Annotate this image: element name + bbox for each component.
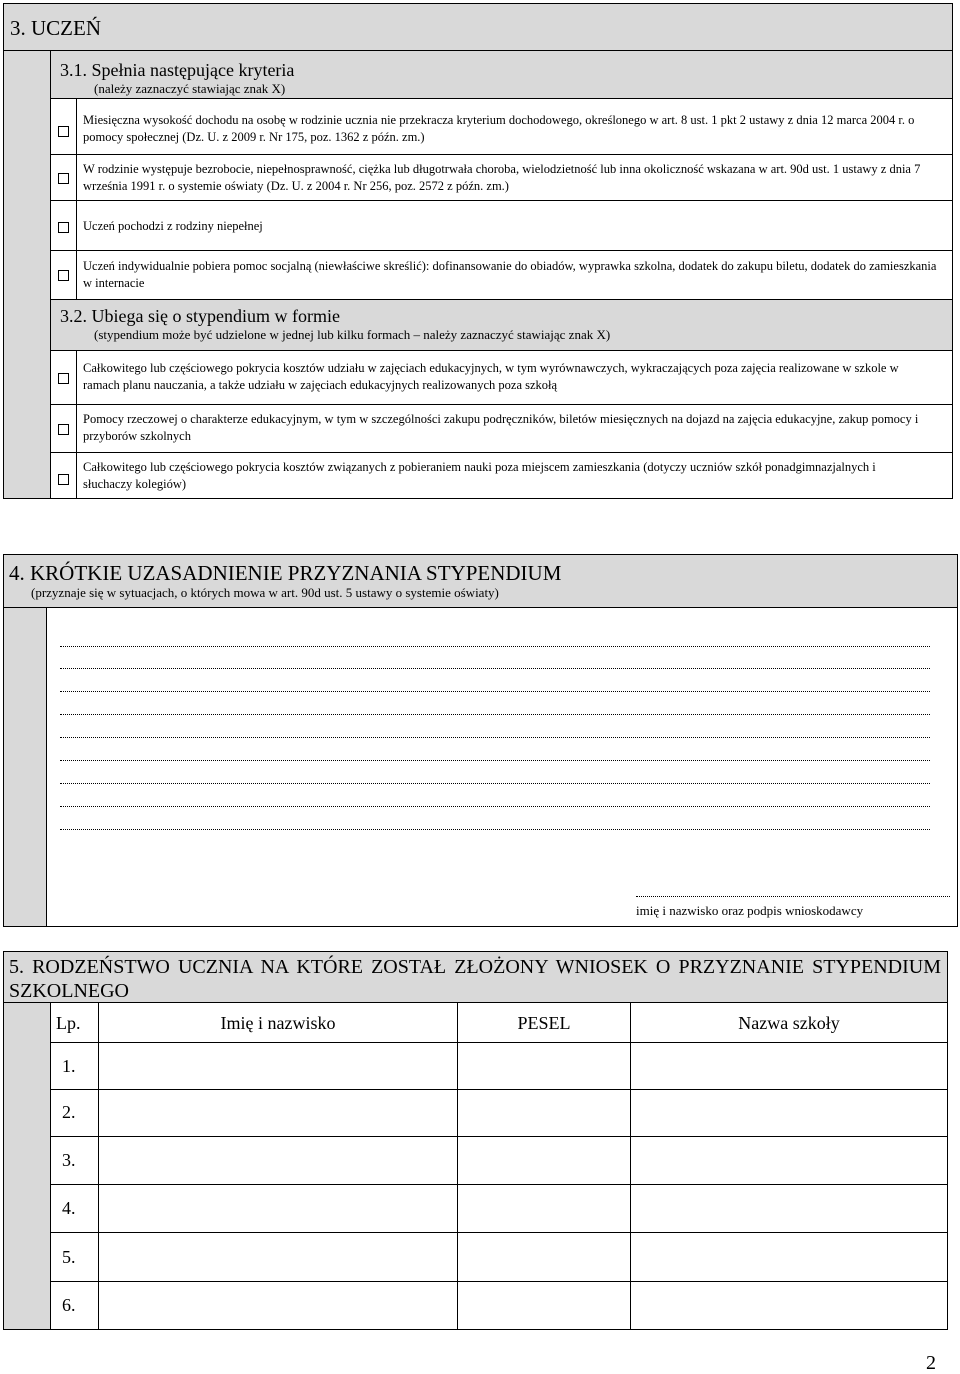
sub32-title: 3.2. Ubiega się o stypendium w formie xyxy=(60,306,340,326)
criterion-4-checkbox[interactable] xyxy=(58,270,69,281)
section3-header xyxy=(4,4,952,51)
sub31-title: 3.1. Spełnia następujące kryteria xyxy=(60,60,295,80)
form-1-checkbox[interactable] xyxy=(58,373,69,384)
col-pesel-header: PESEL xyxy=(517,1013,571,1033)
criterion-1-text: Miesięczna wysokość dochodu na osobę w rodzinie ucznia nie przekracza kryterium dochodowego, określonego w art. 8 ust. 1 pkt 2 ustawy z dnia 12 marca 2004 r. o pomocy społecznej (Dz. U. z 2009 r. Nr 175, poz. 1362 z późn. zm.) xyxy=(83,113,915,144)
signature-label: imię i nazwisko oraz podpis wnioskodawcy xyxy=(636,903,864,918)
section4-left-band xyxy=(4,608,46,926)
section3-title: 3. UCZEŃ xyxy=(10,16,101,40)
section4-frame xyxy=(3,554,958,927)
table-row: 1. xyxy=(62,1056,76,1076)
criterion-2-checkbox[interactable] xyxy=(58,173,69,184)
col-lp-header: Lp. xyxy=(56,1013,81,1033)
table-row: 3. xyxy=(62,1150,76,1170)
section3-left-band xyxy=(4,51,51,498)
sub32-note: (stypendium może być udzielone w jednej lub kilku formach – należy zaznaczyć stawiając znak X) xyxy=(94,327,611,342)
form-1-text: Całkowitego lub częściowego pokrycia kosztów udziału w zajęciach edukacyjnych, w tym wyrównawczych, wykraczających poza zajęcia realizowane w szkole w ramach planu nauczania, a także udziału w zajęciach edukacyjnych realizowanych poza szkołą xyxy=(83,361,899,392)
table-row: 2. xyxy=(62,1102,76,1122)
form-2-checkbox[interactable] xyxy=(58,424,69,435)
form-3-text: Całkowitego lub częściowego pokrycia kosztów związanych z pobieraniem nauki poza miejscem zamieszkania (dotyczy uczniów szkół ponadgimnazjalnych i słuchaczy kolegiów) xyxy=(83,460,876,491)
section5-title: 5. RODZEŃSTWO UCZNIA NA KTÓRE ZOSTAŁ ZŁOŻONY WNIOSEK O PRZYZNANIE STYPENDIUM SZKOLNEGO xyxy=(9,956,941,1002)
section5-left-band xyxy=(4,1003,50,1329)
table-row: 5. xyxy=(62,1247,76,1267)
form-3-checkbox[interactable] xyxy=(58,474,69,485)
table-row: 4. xyxy=(62,1198,76,1218)
table-row: 6. xyxy=(62,1295,76,1315)
criterion-1-checkbox[interactable] xyxy=(58,126,69,137)
section4-title: 4. KRÓTKIE UZASADNIENIE PRZYZNANIA STYPENDIUM xyxy=(9,561,562,585)
section5-frame xyxy=(3,951,948,1330)
criterion-2-text: W rodzinie występuje bezrobocie, niepełnosprawność, ciężka lub długotrwała choroba, wielodzietność lub inna okoliczność wskazana w art. 90d ust. 1 ustawy z dnia 7 września 1991 r. o systemie oświaty (Dz. U. z 2004 r. Nr 256, poz. 2572 z późn. zm.) xyxy=(83,162,921,193)
criterion-4-text: Uczeń indywidualnie pobiera pomoc socjalną (niewłaściwe skreślić): dofinansowanie do obiadów, wyprawka szkolna, dodatek do zakupu biletu, dodatek do zamieszkania w internacie xyxy=(83,259,937,290)
page-number: 2 xyxy=(926,1352,936,1374)
col-name-header: Imię i nazwisko xyxy=(220,1013,336,1033)
criterion-3-text: Uczeń pochodzi z rodziny niepełnej xyxy=(83,219,263,233)
criterion-3-checkbox[interactable] xyxy=(58,222,69,233)
section4-note: (przyznaje się w sytuacjach, o których mowa w art. 90d ust. 5 ustawy o systemie oświaty) xyxy=(31,585,499,600)
col-school-header: Nazwa szkoły xyxy=(738,1013,840,1033)
sub31-note: (należy zaznaczyć stawiając znak X) xyxy=(94,81,286,96)
form-2-text: Pomocy rzeczowej o charakterze edukacyjnym, w tym w szczególności zakupu podręczników, biletów miesięcznych na dojazd na zajęcia edukacyjne, zakup pomocy i przyborów szkolnych xyxy=(83,412,919,443)
signature-line[interactable] xyxy=(636,896,950,897)
